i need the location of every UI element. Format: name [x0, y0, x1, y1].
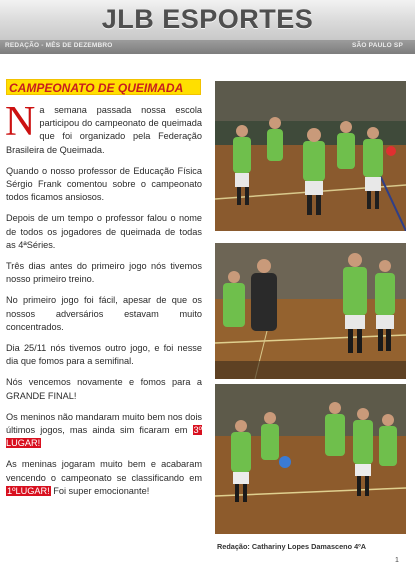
game-photo-2-image: [215, 243, 406, 379]
game-photo-2: [215, 243, 406, 379]
article-byline: Redação: Cathariny Lopes Damasceno 4ºA: [217, 542, 367, 551]
paragraph-9-text: As meninas jogaram muito bem e acabaram vencendo o campeonato se classificando em: [6, 459, 202, 483]
game-photo-1: [215, 81, 406, 231]
paragraph-7: Nós vencemos novamente e fomos para a GRANDE FINAL!: [6, 377, 202, 401]
article-body: [5, 99, 202, 506]
masthead: [0, 0, 415, 41]
paragraph-9: [6, 458, 202, 498]
game-photo-1-image: [215, 81, 406, 231]
edition-label: REDAÇÃO - MÊS DE DEZEMBRO: [5, 42, 113, 49]
newspaper-title: JLB ESPORTES: [101, 4, 314, 34]
boys-place-highlight: 3º LUGAR!: [6, 425, 202, 449]
masthead-subbar: [0, 41, 415, 54]
paragraph-4: Três dias antes do primeiro jogo nós tivemos nosso primeiro treino.: [6, 261, 202, 285]
article-headline: CAMPEONATO DE QUEIMADA: [6, 79, 201, 95]
paragraph-8: [6, 411, 202, 451]
page-number: 1: [395, 557, 399, 564]
paragraph-8-text: Os meninos não mandaram muito bem nos dois últimos jogos, mas ainda sim ficaram em: [6, 411, 202, 436]
game-photo-3: [215, 384, 406, 534]
paragraph-3: Depois de um tempo o professor falou o nome de todos os jogadores de queimada de todas as 4ªSéries.: [6, 213, 202, 250]
paragraph-5: No primeiro jogo foi fácil, apesar de que os nossos adversários estavam muito concentrados.: [6, 295, 202, 332]
paragraph-1: [5, 99, 202, 157]
paragraph-9-tail: Foi super emocionante!: [53, 485, 150, 496]
paragraph-2: Quando o nosso professor de Educação Física Sérgio Frank comentou sobre o campeonato todos ficamos ansiosos.: [6, 165, 202, 203]
paragraph-1-text: a semana passada nossa escola participou do campeonato de queimada que foi organizado pela Federação Brasileira de Queimada.: [6, 105, 202, 155]
location-label: SÃO PAULO SP: [351, 42, 403, 49]
game-photo-3-image: [215, 384, 406, 534]
girls-place-highlight: 1ºLUGAR!: [7, 485, 50, 496]
drop-cap: N: [5, 99, 36, 145]
paragraph-6: Dia 25/11 nós tivemos outro jogo, e foi nesse dia que fomos para a semifinal.: [6, 343, 202, 367]
